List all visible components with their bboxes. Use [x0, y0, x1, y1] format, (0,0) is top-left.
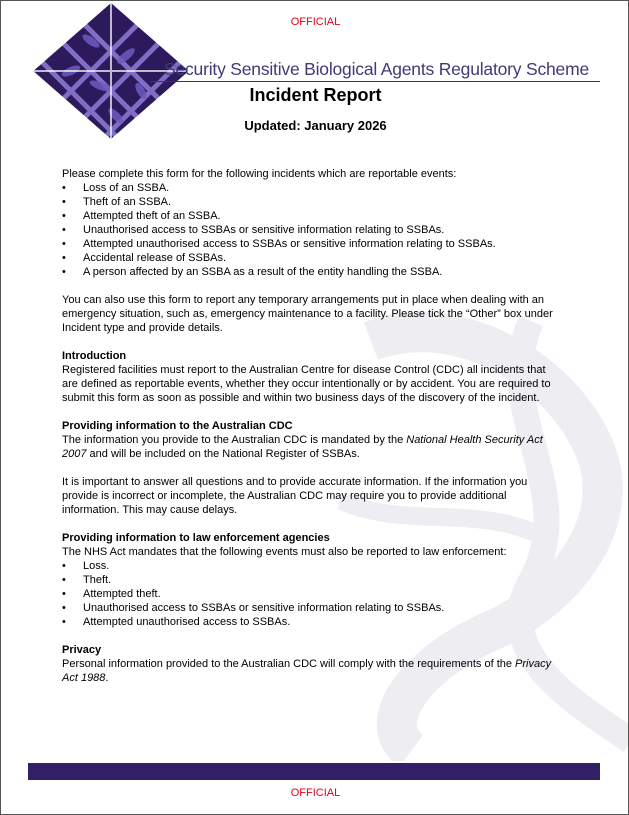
document-body [62, 167, 562, 685]
privacy-body-start: Personal information provided to the Australian CDC will comply with the requirements of the [62, 658, 516, 670]
report-updated-date: Updated: January 2026 [244, 118, 387, 133]
law-enforcement-lead: The NHS Act mandates that the following events must also be reported to law enforcement: [62, 546, 507, 558]
providing-cdc-heading: Providing information to the Australian CDC [62, 420, 293, 432]
reportable-events-list [62, 181, 562, 279]
list-item: • Loss of an SSBA. [62, 181, 562, 195]
list-item: • Unauthorised access to SSBAs or sensitive information relating to SSBAs. [62, 601, 562, 615]
intro-lead: Please complete this form for the following incidents which are reportable events: [62, 168, 457, 180]
footer-bar [28, 763, 600, 780]
list-item: • Theft. [62, 573, 562, 587]
list-item: • Loss. [62, 559, 562, 573]
providing-cdc-body-end: and will be included on the National Register of SSBAs. [86, 448, 360, 460]
privacy-body-end: . [105, 672, 109, 684]
report-title: Incident Report [249, 85, 382, 105]
law-enforcement-events-list [62, 559, 562, 629]
list-item: • A person affected by an SSBA as a result of the entity handling the SSBA. [62, 265, 562, 279]
providing-cdc-accuracy: It is important to answer all questions and to provide accurate information. If the information you provide is incorrect or incomplete, the Australian CDC may require you to provide additional information. This may cause delays. [62, 476, 528, 516]
act-name-privacy: Privacy Act 1988 [62, 658, 552, 684]
list-item: • Attempted theft of an SSBA. [62, 209, 562, 223]
list-item: • Attempted unauthorised access to SSBAs. [62, 615, 562, 629]
security-marking-top: OFFICIAL [290, 16, 341, 28]
security-marking-bottom: OFFICIAL [290, 787, 341, 799]
providing-cdc-body [62, 433, 562, 461]
privacy-body [62, 657, 562, 685]
act-name-nhs: National Health Security Act 2007 [62, 434, 543, 460]
list-item: • Unauthorised access to SSBAs or sensitive information relating to SSBAs. [62, 223, 562, 237]
list-item: • Theft of an SSBA. [62, 195, 562, 209]
list-item: • Accidental release of SSBAs. [62, 251, 562, 265]
law-enforcement-heading: Providing information to law enforcement agencies [62, 532, 330, 544]
introduction-body: Registered facilities must report to the Australian Centre for disease Control (CDC) all incidents that are defined as reportable events, whether they occur intentionally or by accident. You are required to submit this form as soon as possible and within two business days of the discovery of the incident. [62, 364, 551, 404]
providing-cdc-body-start: The information you provide to the Australian CDC is mandated by the [62, 434, 407, 446]
introduction-heading: Introduction [62, 350, 127, 362]
header-rule [151, 81, 600, 82]
scheme-title: Security Sensitive Biological Agents Regulatory Scheme [164, 59, 589, 79]
list-item: • Attempted theft. [62, 587, 562, 601]
temporary-arrangements-note: You can also use this form to report any temporary arrangements put in place when dealing with an emergency situation, such as, emergency maintenance to a facility. Please tick the “Other” box under Incident type and provide details. [62, 294, 553, 334]
privacy-heading: Privacy [62, 644, 102, 656]
list-item: • Attempted unauthorised access to SSBAs or sensitive information relating to SSBAs. [62, 237, 562, 251]
